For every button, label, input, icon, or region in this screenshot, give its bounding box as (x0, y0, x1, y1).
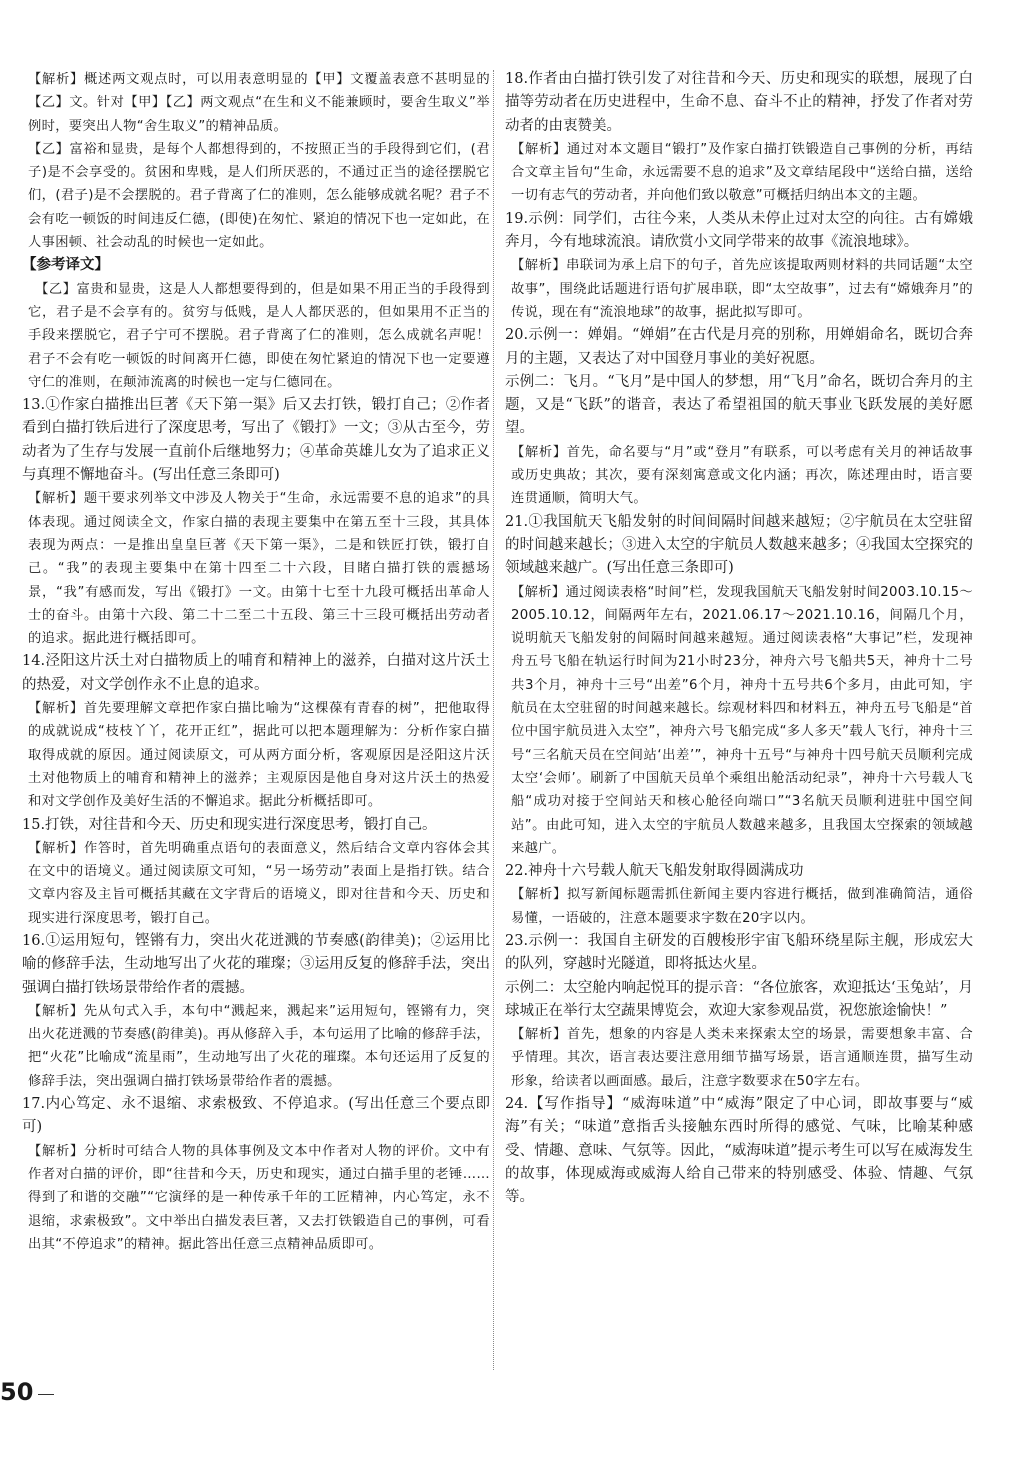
analysis-paragraph: 【解析】首先，命名要与“月”或“登月”有联系，可以考虑有关月的神话故事或历史典故；其次，要有深刻寓意或文化内涵；再次，陈述理由时，语言要连贯通顺，简明大气。 (511, 444, 973, 507)
answer-item-22: 22.神舟十六号载人航天飞船发射取得圆满成功 (505, 863, 804, 880)
answer-item-23: 23.示例一：我国自主研发的百艘梭形宇宙飞船环绕星际主舰，形成宏大的队列，穿越时光隧道，即将抵达火星。 示例二：太空舱内响起悦耳的提示音：“各位旅客，欢迎抵达‘玉兔站’，月球城正在举行太空蔬果博览会，欢迎大家参观品赏，祝您旅途愉快！” (505, 932, 973, 1019)
answer-item-19: 19.示例：同学们，古往今来，人类从未停止过对太空的向往。古有嫦娥奔月，今有地球流浪。请欣赏小文同学带来的故事《流浪地球》。 (505, 210, 973, 251)
answer-item-21: 21.①我国航天飞船发射的时间间隔时间越来越短；②宇航员在太空驻留的时间越来越长；③进入太空的宇航员人数越来越多；④我国太空探究的领域越来越广。(写出任意三条即可) (505, 513, 973, 577)
analysis-paragraph: 【解析】拟写新闻标题需抓住新闻主要内容进行概括，做到准确简洁，通俗易懂，一语破的，注意本题要求字数在20字以内。 (511, 887, 973, 926)
translation-paragraph: 【乙】富贵和显贵，这是人人都想要得到的，但是如果不用正当的手段得到它，君子是不会享有的。贫穷与低贱，是人人都厌恶的，但如果用不正当的手段来摆脱它，君子宁可不摆脱。君子背离了仁的准则，怎么成就名声呢！君子不会有吃一顿饭的时间离开仁德，即使在匆忙紧迫的情况下也一定要遵守仁的准则，在颠沛流离的时候也一定与仁德同在。 (28, 281, 490, 390)
analysis-paragraph: 【解析】先从句式入手，本句中“溅起来，溅起来”运用短句，铿锵有力，突出火花迸溅的节奏感(韵律美)。再从修辞入手，本句运用了比喻的修辞手法，把“火花”比喻成“流星雨”，生动地写出了火花的璀璨。本句还运用了反复的修辞手法，突出强调白描打铁场景带给作者的震撼。 (28, 1003, 490, 1089)
analysis-paragraph: 【解析】首先要理解文章把作家白描比喻为“这棵葆有青春的树”，把他取得的成就说成“枝枝丫丫，花开正红”，据此可以把本题理解为：分析作家白描取得成就的原因。通过阅读原文，可从两方面分析，客观原因是泾阳这片沃土对他物质上的哺育和精神上的滋养；主观原因是他自身对这片沃土的热爱和对文学创作及美好生活的不懈追求。据此分析概括即可。 (28, 701, 490, 810)
left-column (22, 68, 490, 1256)
analysis-paragraph: 【解析】概述两文观点时，可以用表意明显的【甲】文覆盖表意不甚明显的【乙】文。针对【甲】【乙】两文观点“在生和义不能兼顾时，要舍生取义”举例时，要突出人物“舍生取义”的精神品质。 (28, 72, 490, 134)
answer-item-18: 18.作者由白描打铁引发了对往昔和今天、历史和现实的联想，展现了白描等劳动者在历史进程中，生命不息、奋斗不止的精神，抒发了作者对劳动者的由衷赞美。 (505, 71, 973, 134)
answer-item-17: 17.内心笃定、永不退缩、求索极致、不停追求。(写出任意三个要点即可) (22, 1096, 490, 1136)
answer-item-13: 13.①作家白描推出巨著《天下第一渠》后又去打铁，锻打自己；②作者看到白描打铁后进行了深度思考，写出了《锻打》一文；③从古至今，劳动者为了生存与发展一直前仆后继地努力；④革命英雄儿女为了追求正义与真理不懈地奋斗。(写出任意三条即可) (22, 397, 490, 484)
analysis-paragraph: 【解析】作答时，首先明确重点语句的表面意义，然后结合文章内容体会其在文中的语境义。通过阅读原文可知，“另一场劳动”表面上是指打铁。结合文章内容及主旨可概括其藏在文字背后的语境义，即对往昔和今天、历史和现实进行深度思考，锻打自己。 (28, 840, 490, 926)
right-column (505, 68, 973, 1210)
analysis-paragraph: 【解析】通过阅读表格“时间”栏，发现我国航天飞船发射时间2003.10.15～2005.10.12，间隔两年左右，2021.06.17～2021.10.16，间隔几个月，说明航天飞船发射的间隔时间越来越短。通过阅读表格“大事记”栏，发现神舟五号飞船在轨运行时间为21小时23分，神舟六号飞船共5天，神舟十二号共3个月，神舟十三号“出差”6个月，神舟十五号共6个多月，由此可知，宇航员在太空驻留的时间越来越长。综观材料四和材料五，神舟五号飞船是“首位中国宇航员进入太空”，神舟六号飞船完成“多人多天”载人飞行，神舟十三号“三名航天员在空间站‘出差’”，神舟十五号“与神舟十四号航天员顺利完成太空‘会师’。刷新了中国航天员单个乘组出舱活动纪录”，神舟十六号载人飞船“成功对接于空间站天和核心舱径向端口”“3名航天员顺利进驻中国空间站”。由此可知，进入太空的宇航员人数越来越多，且我国太空探索的领域越来越广。 (511, 584, 973, 856)
analysis-paragraph: 【解析】首先，想象的内容是人类未来探索太空的场景，需要想象丰富、合乎情理。其次，语言表达要注意用细节描写场景，语言通顺连贯，描写生动形象，给读者以画面感。最后，注意字数要求在50字左右。 (511, 1027, 973, 1089)
analysis-paragraph: 【解析】题干要求列举文中涉及人物关于“生命，永远需要不息的追求”的具体表现。通过阅读全文，作家白描的表现主要集中在第五至十三段，其具体表现为两点：一是推出皇皇巨著《天下第一渠》，二是和铁匠打铁，锻打自己。“我”的表现主要集中在第十四至二十六段，目睹白描打铁的震撼场景，“我”有感而发，写出《锻打》一文。由第十七至十九段可概括出革命人士的奋斗。由第十六段、第二十二至二十五段、第三十三段可概括出劳动者的追求。据此进行概括即可。 (28, 491, 490, 647)
section-heading: 【参考译文】 (22, 257, 109, 274)
answer-item-16: 16.①运用短句，铿锵有力，突出火花迸溅的节奏感(韵律美)；②运用比喻的修辞手法，生动地写出了火花的璀璨；③运用反复的修辞手法，突出强调白描打铁场景带给作者的震撼。 (22, 932, 490, 996)
answer-item-20: 20.示例一：婵娟。“婵娟”在古代是月亮的别称，用婵娟命名，既切合奔月的主题，又表达了对中国登月事业的美好祝愿。 示例二：飞月。“飞月”是中国人的梦想，用“飞月”命名，既切合奔月的主题，又是“飞跃”的谐音，表达了希望祖国的航天事业飞跃发展的美好愿望。 (505, 327, 973, 437)
answer-item-15: 15.打铁，对往昔和今天、历史和现实进行深度思考，锻打自己。 (22, 816, 437, 833)
analysis-paragraph: 【解析】通过对本文题目“锻打”及作家白描打铁锻造自己事例的分析，再结合文章主旨句“生命，永远需要不息的追求”及文章结尾段中“送给白描，送给一切有志气的劳动者，并向他们致以敬意”可概括归纳出本文的主题。 (511, 141, 973, 204)
translation-paragraph: 【乙】富裕和显贵，是每个人都想得到的，不按照正当的手段得到它们，(君子)是不会享受的。贫困和卑贱，是人们所厌恶的，不通过正当的途径摆脱它们，(君子)是不会摆脱的。君子背离了仁的准则，怎么能够成就名呢？君子不会有吃一顿饭的时间违反仁德，(即使)在匆忙、紧迫的情况下也一定如此，在人事困顿、社会动乱的时候也一定如此。 (28, 141, 490, 251)
analysis-paragraph: 【解析】串联词为承上启下的句子，首先应该提取两则材料的共同话题“太空故事”，围绕此话题进行语句扩展串联，即“太空故事”，过去有“嫦娥奔月”的传说，现在有“流浪地球”的故事，据此拟写即可。 (511, 258, 973, 320)
column-divider (493, 70, 494, 1370)
answer-item-14: 14.泾阳这片沃土对白描物质上的哺育和精神上的滋养，白描对这片沃土的热爱，对文学创作永不止息的追求。 (22, 653, 490, 693)
analysis-paragraph: 【解析】分析时可结合人物的具体事例及文本中作者对人物的评价。文中有作者对白描的评价，即“往昔和今天，历史和现实，通过白描手里的老锤……得到了和谐的交融”“它演绎的是一种传承千年的工匠精神，内心笃定，永不退缩，求索极致”。文中举出白描发表巨著，又去打铁锻造自己的事例，可看出其“不停追求”的精神。据此答出任意三点精神品质即可。 (28, 1143, 490, 1252)
page-number-rule (38, 1394, 54, 1395)
answer-item-24: 24.【写作指导】“威海味道”中“威海”限定了中心词，即故事要与“威海”有关；“味道”意指舌头接触东西时所得的感觉、气味，比喻某种感受、情趣、意味、气氛等。因此，“威海味道”提示考生可以写在威海发生的故事，体现威海或威海人给自己带来的特别感受、体验、情趣、气氛等。 (505, 1096, 973, 1206)
page-number: 50 (0, 1378, 34, 1406)
